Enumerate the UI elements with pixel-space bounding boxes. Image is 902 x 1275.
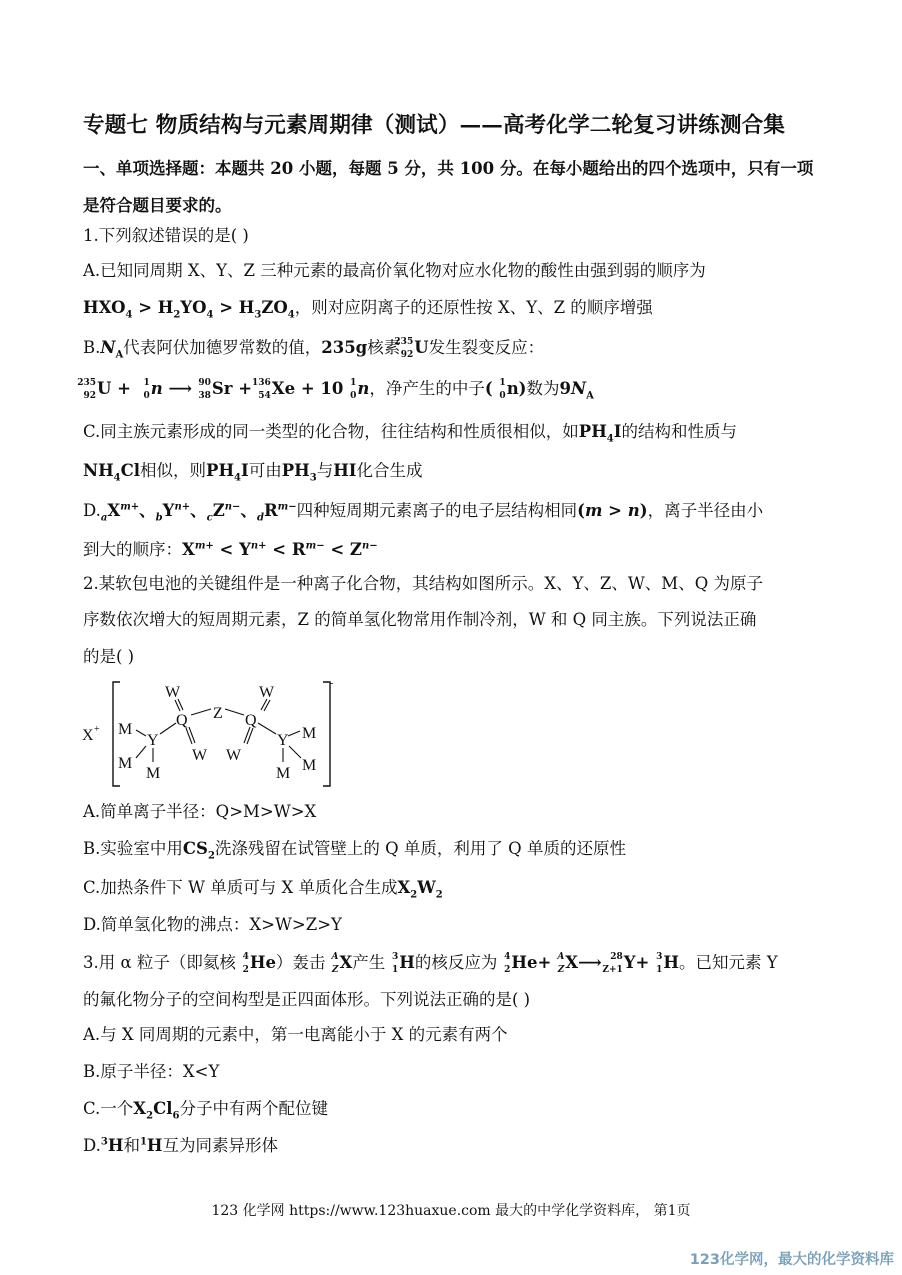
- q1-option-b-end: 发生裂变反应：: [428, 338, 545, 357]
- q3-stem-part-e: 。已知元素 Y: [678, 953, 778, 972]
- q1-option-a-line2: [83, 296, 653, 320]
- nuclear-equation: 4 2 He+ A Z X⟶ 28 Z+1 Y+ 3 1 H: [504, 951, 679, 975]
- svg-text:-: -: [330, 678, 334, 689]
- q1-option-d-end: ，离子半径由小: [647, 501, 764, 520]
- svg-text:W: W: [165, 684, 181, 701]
- q3-option-a: A.与 X 同周期的元素中，第一电离能小于 X 的元素有两个: [83, 1025, 508, 1044]
- q1-option-a-line1: A.已知同周期 X、Y、Z 三种元素的最高价氧化物对应水化物的酸性由强到弱的顺序为: [83, 261, 706, 280]
- q3-stem-line1: 3.用 α 粒子（即氦核 4 2 He）轰击 A Z X产生 3 1 H的核反应为 4 2 He+ A Z X⟶ 28 Z+1 Y+ 3 1 H。已知元素 Y: [83, 951, 778, 975]
- svg-text:M: M: [302, 757, 317, 774]
- q1-option-c-text: C.同主族元素形成的同一类型的化合物，往往结构和性质很相似，如: [83, 422, 579, 441]
- fission-equation: 235 92 U + 1 0 n ⟶ 90 38 Sr + 136 54 Xe + 10 1 0 n: [77, 377, 370, 401]
- q1-option-a-tail: ，则对应阴离子的还原性按 X、Y、Z 的顺序增强: [294, 298, 653, 317]
- svg-text:X: X: [82, 727, 94, 744]
- q1-option-d-text: 四种短周期元素离子的电子层结构相同: [296, 501, 578, 520]
- q3-stem-part-b: ）轰击: [275, 953, 326, 972]
- svg-text:W: W: [192, 747, 208, 764]
- q1-option-b-line1: $B.N_A$代表阿伏加德罗常数的值，235g核素 235 92 U发生裂变反应：: [83, 336, 545, 361]
- q1-option-d-order-text: 到大的顺序：: [83, 540, 182, 559]
- q1-option-b-line2: 235 92 U + 1 0 n ⟶ 90 38 Sr + 136 54 Xe + 10 1 0 n，净产生的中子( 1 0 n)数为$9N_A$: [77, 377, 594, 402]
- watermark: 123化学网，最大的化学资料库: [689, 1252, 894, 1268]
- page-footer: 123 化学网 https://www.123huaxue.com 最大的中学化学资料库， 第1页: [211, 1203, 691, 1219]
- page-title: 专题七 物质结构与元素周期律（测试）——高考化学二轮复习讲练测合集: [83, 113, 786, 138]
- q1-option-b-mass: 235g: [321, 338, 368, 357]
- q1-option-d-line2: 到大的顺序：$X^{m+} < Y^{n+} < R^{m-} < Z^{n-}$: [83, 540, 378, 559]
- q3-option-c: C.一个$X_2Cl_6$分子中有两个配位键: [83, 1099, 328, 1122]
- svg-text:W: W: [226, 747, 242, 764]
- q2-option-b: B.实验室中用$CS_2$洗涤残留在试管壁上的 Q 单质，利用了 Q 单质的还原性: [83, 839, 626, 862]
- q1-stem: 1.下列叙述错误的是( ): [83, 226, 249, 245]
- q1-option-c-mid2: 可由: [248, 461, 282, 480]
- q1-option-d-line1: $D._aX^{m+}$、$_bY^{n+}$、$_cZ^{n-}$、$_dR^{m-}$四种短周期元素离子的电子层结构相同(m > n)，离子半径由小: [83, 501, 764, 524]
- q1-option-d-label: D.: [83, 501, 101, 520]
- q1-option-c-and: 与: [316, 461, 334, 480]
- q1-option-b-neutron-text: ，净产生的中子: [369, 379, 485, 398]
- section-heading: 一、单项选择题：本题共 20 小题，每题 5 分，共 100 分。在每小题给出的四个选项中，只有一项是符合题目要求的。: [83, 159, 814, 215]
- q1-option-b-count-text: 数为: [526, 379, 560, 398]
- q2-stem-line1: 2.某软包电池的关键组件是一种离子化合物，其结构如图所示。X、Y、Z、W、M、Q 为原子: [83, 574, 763, 593]
- q1-option-b-nuclide-text: 核素: [367, 338, 401, 357]
- svg-text:W: W: [259, 684, 275, 701]
- q1-option-b-text: 代表阿伏加德罗常数的值，: [123, 338, 322, 357]
- q2-option-c: C.加热条件下 W 单质可与 X 单质化合生成$X_2W_2$: [83, 878, 443, 901]
- q1-option-c-line2: $NH_4Cl$相似，则$PH_4I$可由$PH_3$与HI化合生成: [83, 461, 423, 484]
- svg-text:+: +: [94, 724, 100, 735]
- q3-option-c-label: C.一个: [83, 1099, 134, 1118]
- q2-stem-line3: 的是( ): [83, 647, 135, 666]
- svg-text:Q: Q: [176, 712, 188, 729]
- svg-text:Z: Z: [213, 705, 223, 722]
- svg-text:M: M: [276, 765, 291, 782]
- q3-stem-part-a: 3.用 α 粒子（即氦核: [83, 953, 236, 972]
- q3-option-c-tail: 分子中有两个配位键: [179, 1099, 328, 1118]
- q1-option-c-line1: C.同主族元素形成的同一类型的化合物，往往结构和性质很相似，如$PH_4I$的结构和性质与: [83, 422, 737, 445]
- q2-option-a: A.简单离子半径：Q>M>W>X: [83, 802, 317, 821]
- q2-option-c-text: C.加热条件下 W 单质可与 X 单质化合生成: [83, 878, 398, 897]
- q1-option-c-end: 化合生成: [356, 461, 423, 480]
- q2-stem-line2: 序数依次增大的短周期元素，Z 的简单氢化物常用作制冷剂，W 和 Q 同主族。下列说法正确: [83, 610, 757, 629]
- q3-option-d-label: D.: [83, 1136, 101, 1155]
- q2-option-b-tail: 洗涤残留在试管壁上的 Q 单质，利用了 Q 单质的还原性: [214, 839, 626, 858]
- ionic-compound-structure-diagram: [80, 678, 340, 790]
- acid-order-formula: $HXO_4 > H_2YO_4 > H_3ZO_4$: [83, 298, 295, 321]
- q1-option-c-mid: 相似，则: [140, 461, 207, 480]
- q1-option-c-tail: 的结构和性质与: [621, 422, 737, 441]
- svg-text:Y: Y: [147, 732, 159, 749]
- q1-option-b-label: B.: [83, 338, 101, 357]
- q3-stem-part-c: 产生: [352, 953, 386, 972]
- svg-text:M: M: [118, 755, 133, 772]
- svg-text:Q: Q: [245, 712, 257, 729]
- q3-stem-line2: 的氟化物分子的空间构型是正四面体形。下列说法正确的是( ): [83, 990, 531, 1009]
- q2-option-b-text: B.实验室中用: [83, 839, 183, 858]
- svg-text:M: M: [118, 721, 133, 738]
- svg-text:M: M: [146, 765, 161, 782]
- q3-option-b: B.原子半径：X<Y: [83, 1062, 220, 1081]
- q3-option-d: D.$^3$H和$^1$H互为同素异形体: [83, 1136, 279, 1155]
- q3-stem-part-d: 的核反应为: [414, 953, 498, 972]
- svg-text:Y: Y: [277, 732, 289, 749]
- svg-text:M: M: [302, 725, 317, 742]
- q3-option-d-tail: 互为同素异形体: [162, 1136, 279, 1155]
- q3-option-d-mid: 和: [123, 1136, 140, 1155]
- q2-option-d: D.简单氢化物的沸点：X>W>Z>Y: [83, 915, 342, 934]
